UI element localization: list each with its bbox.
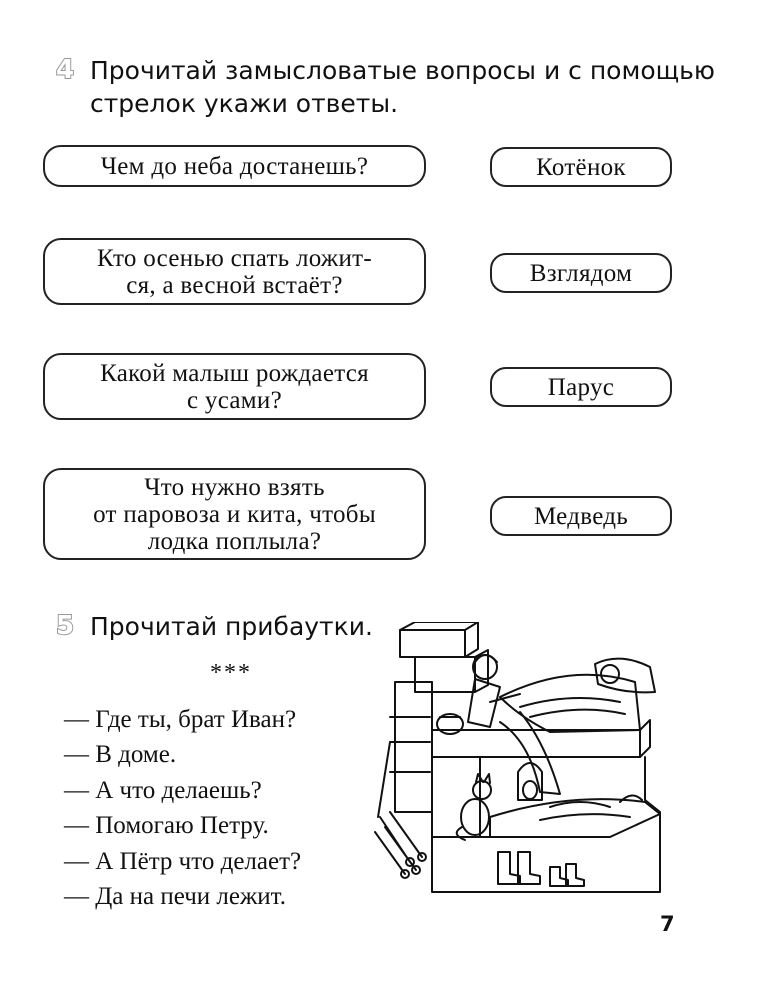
answer-3-text: Парус (547, 373, 615, 401)
question-box-1[interactable] (43, 145, 426, 187)
page-number: 7 (660, 912, 675, 936)
task5-instruction: Прочитай прибаутки. (90, 612, 373, 641)
question-3-line-2: с усами? (186, 386, 283, 414)
question-box-3[interactable] (43, 353, 426, 420)
question-2-line-2: ся, а весной встаёт? (126, 271, 343, 299)
task-number-4: 4 (56, 55, 75, 85)
question-4-line-1: Что нужно взять (144, 473, 325, 501)
stove-illustration (370, 622, 670, 912)
question-4-line-2: от паровоза и кита, чтобы (93, 500, 376, 528)
question-box-4[interactable] (43, 468, 426, 560)
task4-instruction-line2: стрелок укажи ответы. (90, 89, 399, 118)
verse-line-2: — В доме. (64, 741, 177, 769)
task4-instruction-line1: Прочитай замысловатые вопросы и с помощью (90, 56, 715, 85)
answer-box-1[interactable] (490, 147, 672, 187)
verse-line-4: — Помогаю Петру. (64, 812, 269, 840)
question-3-line-1: Какой малыш рождается (100, 359, 369, 387)
answer-box-4[interactable] (490, 496, 672, 536)
verse-lines (64, 702, 301, 914)
question-1-line-1: Чем до неба достанешь? (100, 152, 369, 180)
answer-box-2[interactable] (490, 253, 672, 293)
answer-4-text: Медведь (533, 502, 629, 530)
answer-box-3[interactable] (490, 367, 672, 407)
verse-line-3: — А что делаешь? (64, 776, 262, 804)
answer-1-text: Котёнок (536, 153, 626, 181)
answer-2-text: Взглядом (529, 259, 633, 287)
task-number-5: 5 (56, 611, 75, 641)
question-4-line-3: лодка поплыла? (147, 527, 322, 555)
question-box-2[interactable] (43, 238, 426, 305)
verse-line-6: — Да на печи лежит. (64, 882, 286, 910)
question-2-line-1: Кто осенью спать ложит- (96, 244, 373, 272)
verse-line-1: — Где ты, брат Иван? (64, 706, 297, 733)
verse-line-5: — А Пётр что делает? (64, 847, 302, 875)
verse-separator-stars: *** (210, 660, 252, 686)
